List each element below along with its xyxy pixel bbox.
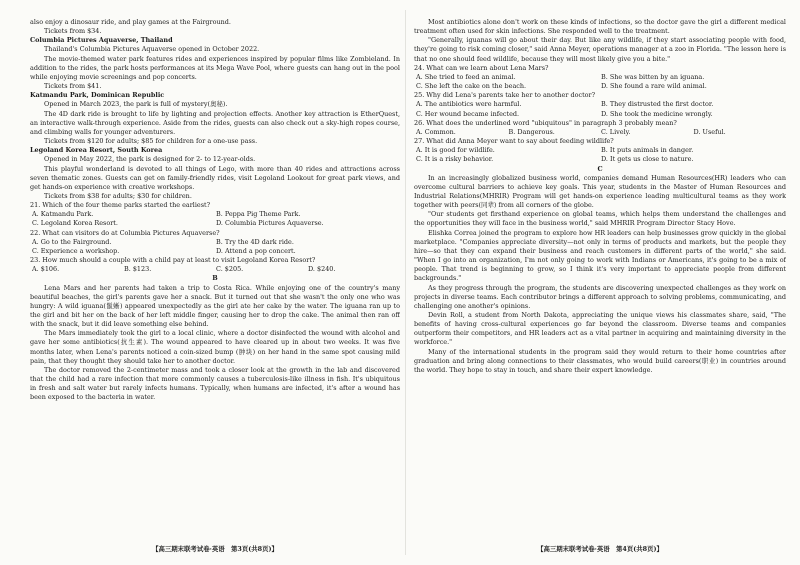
question-27-options (414, 146, 786, 164)
question-27: 27. What did Anna Meyer want to say about feeding wildlife? (414, 137, 614, 146)
passage-paragraph: The doctor removed the 2-centimeter mass and took a closer look at the growth in the lab and discovered that the child had a rare infection that more commonly causes a tuberculosis-like illness in fish. It's ubiquitous in fresh and salt water but rarely infects humans. Typically, when humans are infected, it's after a wound has been exposed to the bacteria in water. (30, 365, 400, 402)
page-4 (414, 18, 786, 540)
park-paragraph: The 4D dark ride is brought to life by lighting and projection effects. Another key attraction is EtherQuest, an interactive walk-through experience. Aside from the rides, guests can also check out a sky-high ropes course, and climbing walls for younger adventurers. (30, 109, 400, 136)
park-paragraph: The movie-themed water park features rides and experiences inspired by popular films like Zombieland. In addition to the rides, the park hosts performances at its Mega Wave Pool, where guests can hang out in the pool while enjoying movie screenings and pop concerts. (30, 54, 400, 81)
park-paragraph: Opened in May 2022, the park is designed for 2- to 12-year-olds. (44, 155, 256, 164)
passage-paragraph: As they progress through the program, the students are discovering unexpected challenges as they work on projects in diverse teams. Each contributor brings a different approach to solving problems, communicating, and challenging one another's opinions. (414, 283, 786, 310)
passage-paragraph: Most antibiotics alone don't work on these kinds of infections, so the doctor gave the girl a different medical treatment often used for skin infections. She responded well to the treatment. (414, 18, 786, 36)
tickets-line: Tickets from $120 for adults; $85 for children for a one-use pass. (44, 137, 258, 146)
passage-paragraph: Elishka Correa joined the program to explore how HR leaders can help businesses grow quickly in the global marketplace. "Companies appreciate diversity—not only in terms of products and markets, but the people they hire—so that they can expand their business and reach customers in different parts of the world," she said. "When I go into an organization, I'm not only going to work with Indians or Americans, it's going to be a mix of people. That trend is beginning to grow, so I think it's very important to appreciate people from different backgrounds." (414, 228, 786, 283)
option: A. Common. (416, 127, 456, 136)
text-line: also enjoy a dinosaur ride, and play games at the Fairground. (30, 18, 231, 26)
option: A. Go to the Fairground. (32, 237, 112, 246)
question-22: 22. What can visitors do at Columbia Pictures Aquaverse? (30, 228, 220, 237)
tickets-line: Tickets from $38 for adults; $30 for children. (44, 191, 192, 200)
passage-paragraph: Many of the international students in the program said they would return to their home countries after graduation and bring along connections to their classmates, who would build careers(职业) in countries around the world. They hope to stay in touch, and share their expert knowledge. (414, 347, 786, 374)
option: C. Lively. (601, 127, 631, 136)
option: B. Peppa Pig Theme Park. (216, 210, 301, 219)
option: A. She tried to feed an animal. (416, 72, 516, 81)
option: D. Columbia Pictures Aquaverse. (216, 219, 324, 228)
question-26-options (414, 128, 786, 137)
section-heading-c: C (597, 164, 603, 173)
question-25-options (414, 100, 786, 118)
page-footer-right: 【高三期末联考试卷·英语 第4页(共8页)】 (537, 545, 663, 553)
passage-paragraph: Lena Mars and her parents had taken a trip to Costa Rica. While enjoying one of the country's many beautiful beaches, the girl's parents gave her a snack. But it turned out that she wasn't the only one who was hungry: A wild iguana(鬣蜥) appeared unexpectedly as the girl ate her cake by the water. The iguana ran up to the girl and bit her on the back of her left middle finger, causing her to drop the cake. The animal then ran off with the snack, but it did leave something else behind. (30, 283, 400, 329)
option: D. $240. (308, 265, 336, 274)
option: B. It puts animals in danger. (601, 146, 694, 155)
passage-paragraph: The Mars immediately took the girl to a local clinic, where a doctor disinfected the wound with alcohol and gave her some antibiotics(抗生素). The wound appeared to have cleared up in about two weeks. It was five months later, when Lena's parents noticed a coin-sized bump (肿块) on her hand in the same spot causing mild pain, that they thought they should take her to another doctor. (30, 329, 400, 365)
park-heading-aquaverse: Columbia Pictures Aquaverse, Thailand (30, 36, 173, 45)
question-21: 21. Which of the four theme parks started the earliest? (30, 201, 211, 210)
page-gutter (405, 10, 406, 555)
option: C. It is a risky behavior. (416, 155, 494, 164)
question-24: 24. What can we learn about Lena Mars? (414, 63, 549, 72)
option: C. Experience a workshop. (32, 246, 120, 255)
passage-paragraph: In an increasingly globalized business world, companies demand Human Resources(HR) leaders who can overcome cultural barriers to achieve key goals. This year, students in the Master of Human Resources and Industrial Relations(MHRIR) Program will get hands-on experience leading multicultural teams as they work together with peers(同辈) from all corners of the globe. (414, 173, 786, 210)
passage-paragraph: Devin Roll, a student from North Dakota, appreciating the unique views his classmates share, said, "The benefits of having cross-cultural experiences go far beyond the classroom. Diverse teams and companies outperform their competitors, and HR leaders act as a vital partner in acquiring and maintaining diversity in the workforce." (414, 311, 786, 347)
section-heading-b: B (212, 274, 218, 283)
question-23-options (30, 265, 400, 274)
park-paragraph: This playful wonderland is devoted to all things of Lego, with more than 40 rides and attractions across seven thematic zones. Guests can get on family-friendly rides, visit Legoland Lookout for great park views, and get hands-on experience with creative workshops. (30, 164, 400, 191)
park-paragraph: Thailand's Columbia Pictures Aquaverse opened in October 2022. (44, 45, 260, 54)
passage-paragraph: "Our students get firsthand experience on global teams, which helps them understand the challenges and the opportunities they will face in the business world," said MHRIR Program Director Stacy Hove. (414, 210, 786, 228)
option: D. She took the medicine wrongly. (601, 109, 713, 118)
passage-paragraph: "Generally, iguanas will go about their day. But like any wildlife, if they start associating people with food, they're going to risk coming closer," said Anna Meyer, operations manager at a zoo in Florida. "The lesson here is that no one should feed wildlife, because they will most likely give you a bite." (414, 36, 786, 63)
option: D. It gets us close to nature. (601, 155, 694, 164)
option: B. $123. (124, 265, 152, 274)
option: D. Attend a pop concert. (216, 246, 296, 255)
park-heading-legoland: Legoland Korea Resort, South Korea (30, 146, 163, 155)
question-23: 23. How much should a couple with a child pay at least to visit Legoland Korea Resort? (30, 256, 316, 265)
option: B. They distrusted the first doctor. (601, 100, 714, 109)
option: C. Legoland Korea Resort. (32, 219, 118, 228)
option: A. $106. (32, 265, 60, 274)
question-25: 25. Why did Lena's parents take her to another doctor? (414, 91, 596, 100)
option: C. Her wound became infected. (416, 109, 520, 118)
park-heading-katmandu: Katmandu Park, Dominican Republic (30, 91, 165, 100)
tickets-line: Tickets from $41. (44, 82, 102, 91)
question-24-options (414, 73, 786, 91)
page-footer-left: 【高三期末联考试卷·英语 第3页(共8页)】 (152, 545, 278, 553)
tickets-line: Tickets from $34. (44, 27, 102, 36)
option: C. $205. (216, 265, 244, 274)
option: B. Dangerous. (508, 127, 555, 136)
park-paragraph: Opened in March 2023, the park is full of mystery(奥秘). (44, 100, 228, 109)
option: D. Useful. (693, 127, 726, 136)
option: B. She was bitten by an iguana. (601, 72, 705, 81)
option: D. She found a rare wild animal. (601, 82, 707, 91)
page-3 (30, 18, 400, 540)
question-26: 26. What does the underlined word "ubiquitous" in paragraph 3 probably mean? (414, 118, 677, 127)
option: A. Katmandu Park. (32, 210, 94, 219)
option: C. She left the cake on the beach. (416, 82, 527, 91)
option: A. The antibiotics were harmful. (416, 100, 522, 109)
option: A. It is good for wildlife. (416, 146, 495, 155)
question-21-options (30, 210, 400, 228)
question-22-options (30, 238, 400, 256)
option: B. Try the 4D dark ride. (216, 237, 294, 246)
